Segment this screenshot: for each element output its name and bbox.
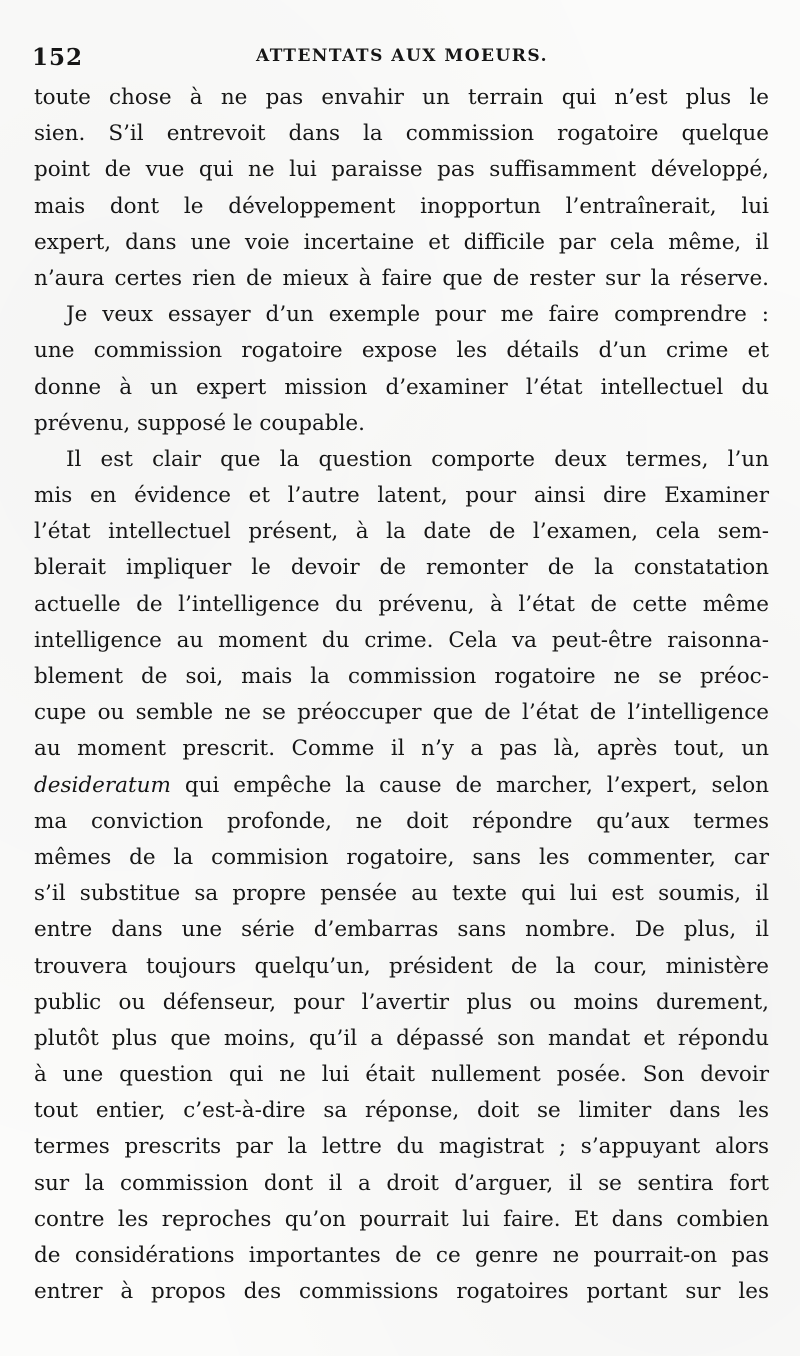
text-line: mis en évidence et l’autre latent, pour ainsi dire Examiner xyxy=(34,483,769,509)
text-line: point de vue qui ne lui paraisse pas suffisamment développé, xyxy=(34,157,769,183)
italic-word: desideratum xyxy=(34,772,171,798)
text-line: Je veux essayer d’un exemple pour me faire comprendre : xyxy=(66,302,769,328)
text-line: sur la commission dont il a droit d’arguer, il se sentira fort xyxy=(34,1170,769,1196)
running-head: ATTENTATS AUX MOEURS. xyxy=(255,46,549,66)
text-line: cupe ou semble ne se préoccuper que de l’état de l’intelligence xyxy=(34,700,769,726)
text-line: contre les reproches qu’on pourrait lui faire. Et dans combien xyxy=(34,1206,769,1232)
text-line: de considérations importantes de ce genre ne pourrait-on pas xyxy=(34,1243,769,1268)
text-line: entre dans une série d’embarras sans nombre. De plus, il xyxy=(34,917,769,943)
text-line: une commission rogatoire expose les détails d’un crime et xyxy=(34,338,769,364)
text-line: Il est clair que la question comporte deux termes, l’un xyxy=(66,446,769,472)
text-line: blerait impliquer le devoir de remonter de la constatation xyxy=(34,555,769,581)
text-line: s’il substitue sa propre pensée au texte qui lui est soumis, il xyxy=(34,881,769,907)
text-line: entrer à propos des commissions rogatoires portant sur les xyxy=(34,1279,769,1305)
text-line: à une question qui ne lui était nullement posée. Son devoir xyxy=(34,1062,769,1088)
text-line: prévenu, supposé le coupable. xyxy=(34,410,365,436)
body-text xyxy=(34,80,769,1310)
text-line: expert, dans une voie incertaine et difficile par cela même, il xyxy=(34,229,769,255)
text-line: mais dont le développement inopportun l’entraînerait, lui xyxy=(34,193,769,219)
text-line-italic xyxy=(34,768,769,804)
text-line: public ou défenseur, pour l’avertir plus ou moins durement, xyxy=(34,989,769,1015)
text-line: actuelle de l’intelligence du prévenu, à l’état de cette même xyxy=(34,591,769,617)
text-line: sien. S’il entrevoit dans la commission rogatoire quelque xyxy=(34,121,769,147)
text-line: donne à un expert mission d’examiner l’état intellectuel du xyxy=(34,374,769,400)
text-line: termes prescrits par la lettre du magistrat ; s’appuyant alors xyxy=(34,1134,769,1160)
text-line: l’état intellectuel présent, à la date de l’examen, cela sem- xyxy=(34,519,769,545)
page-header xyxy=(32,40,772,76)
page-number: 152 xyxy=(32,44,84,71)
text-line: trouvera toujours quelqu’un, président de la cour, ministère xyxy=(34,953,769,979)
italic-line-rest: qui empêche la cause de marcher, l’expert, selon xyxy=(170,772,769,798)
text-line: plutôt plus que moins, qu’il a dépassé son mandat et répondu xyxy=(34,1025,769,1051)
text-line: au moment prescrit. Comme il n’y a pas là, après tout, un xyxy=(34,736,769,762)
text-line: ma conviction profonde, ne doit répondre qu’aux termes xyxy=(34,808,769,834)
text-line: mêmes de la commision rogatoire, sans les commenter, car xyxy=(34,844,769,870)
text-line: blement de soi, mais la commission rogatoire ne se préoc- xyxy=(34,664,769,689)
text-line: n’aura certes rien de mieux à faire que de rester sur la réserve. xyxy=(34,265,769,291)
text-line: intelligence au moment du crime. Cela va peut-être raisonna- xyxy=(34,627,769,653)
text-line: tout entier, c’est-à-dire sa réponse, doit se limiter dans les xyxy=(34,1098,769,1124)
text-line: toute chose à ne pas envahir un terrain qui n’est plus le xyxy=(34,85,769,110)
